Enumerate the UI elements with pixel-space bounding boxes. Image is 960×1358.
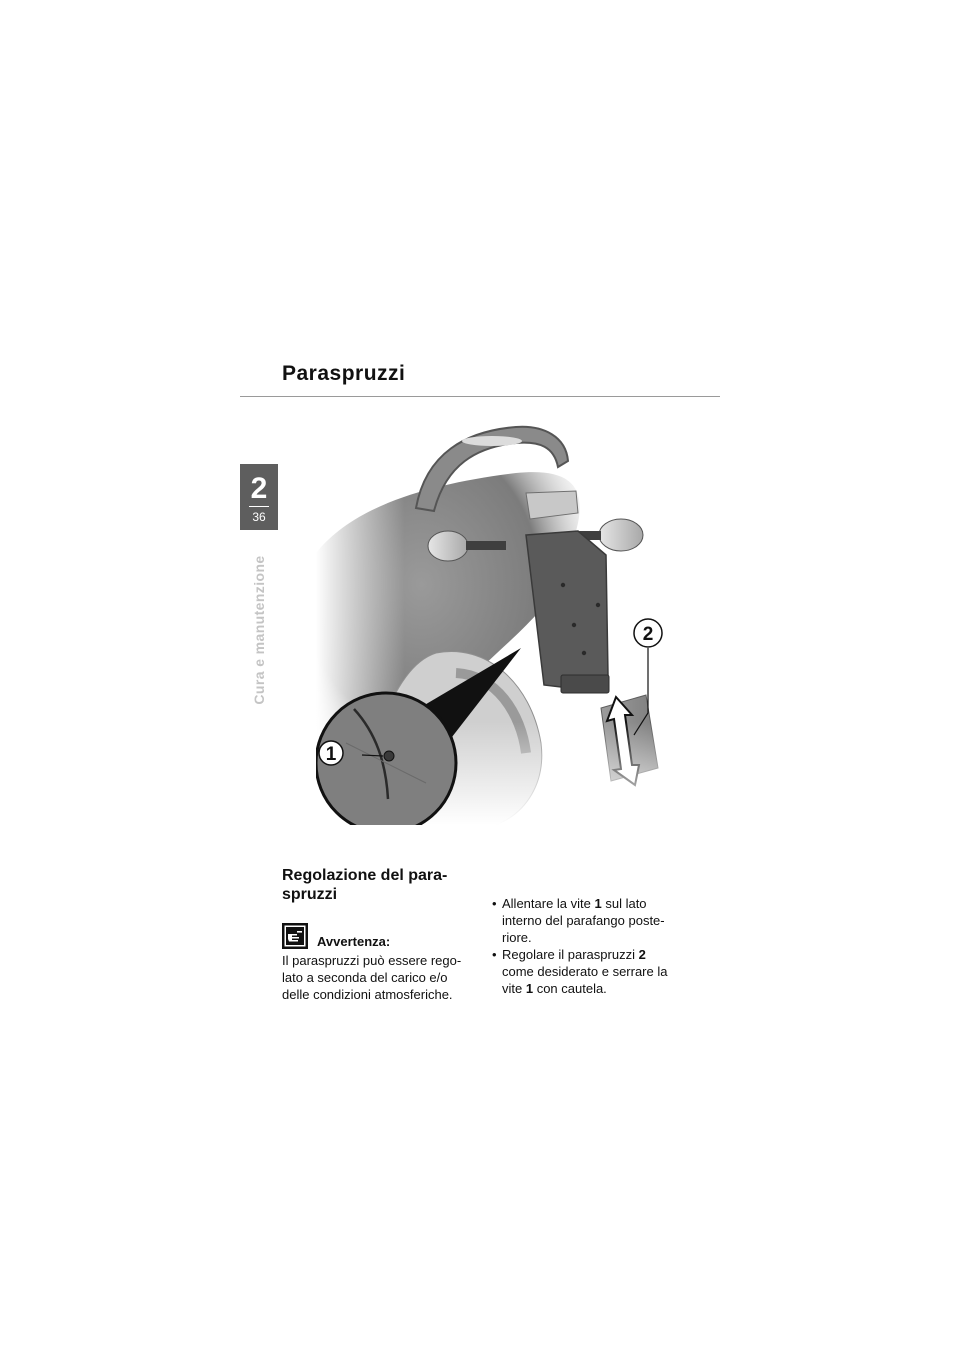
step-1-text-end: sul lato [601, 896, 647, 911]
note-header [282, 923, 486, 949]
step-item [492, 946, 702, 997]
step-1-text: Allentare la vite [502, 896, 595, 911]
step-1-line-3: riore. [502, 930, 532, 945]
chapter-number: 2 [250, 472, 268, 505]
note-text-line-3: delle condizioni atmosferiche. [282, 987, 453, 1002]
step-2-line-3: vite [502, 981, 526, 996]
mudguard-illustration [316, 413, 670, 825]
step-2-line-2: come desiderato e serrare la [502, 964, 668, 979]
step-item [492, 895, 702, 946]
steps-list [492, 895, 702, 997]
title-divider [240, 396, 720, 397]
step-2-line-3-end: con cautela. [533, 981, 607, 996]
note-text-line-1: Il paraspruzzi può essere rego- [282, 953, 462, 968]
section-heading-line-2: spruzzi [282, 886, 338, 903]
left-column [282, 866, 486, 1003]
screw-1 [384, 751, 394, 761]
chapter-tab-divider [249, 506, 269, 507]
page-number: 36 [252, 510, 266, 524]
step-1-ref: 1 [594, 896, 602, 911]
section-heading-line-1: Regolazione del para- [282, 867, 448, 884]
section-heading [282, 866, 486, 904]
callout-2-label: 2 [642, 624, 654, 645]
note-hand-icon [282, 923, 308, 949]
note-label: Avvertenza: [317, 934, 391, 949]
chapter-side-label: Cura e manutenzione [251, 555, 267, 705]
page-title: Paraspruzzi [282, 362, 406, 385]
callout-1-label: 1 [325, 744, 337, 765]
right-column [492, 895, 702, 997]
step-2-line-3-ref: 1 [525, 981, 534, 996]
step-2-ref: 2 [638, 947, 646, 962]
step-2-text: Regolare il paraspruzzi [502, 947, 639, 962]
note-text [282, 952, 486, 1003]
chapter-tab [240, 464, 278, 530]
note-text-line-2: lato a seconda del carico e/o [282, 970, 448, 985]
step-1-line-2: interno del parafango poste- [502, 913, 665, 928]
